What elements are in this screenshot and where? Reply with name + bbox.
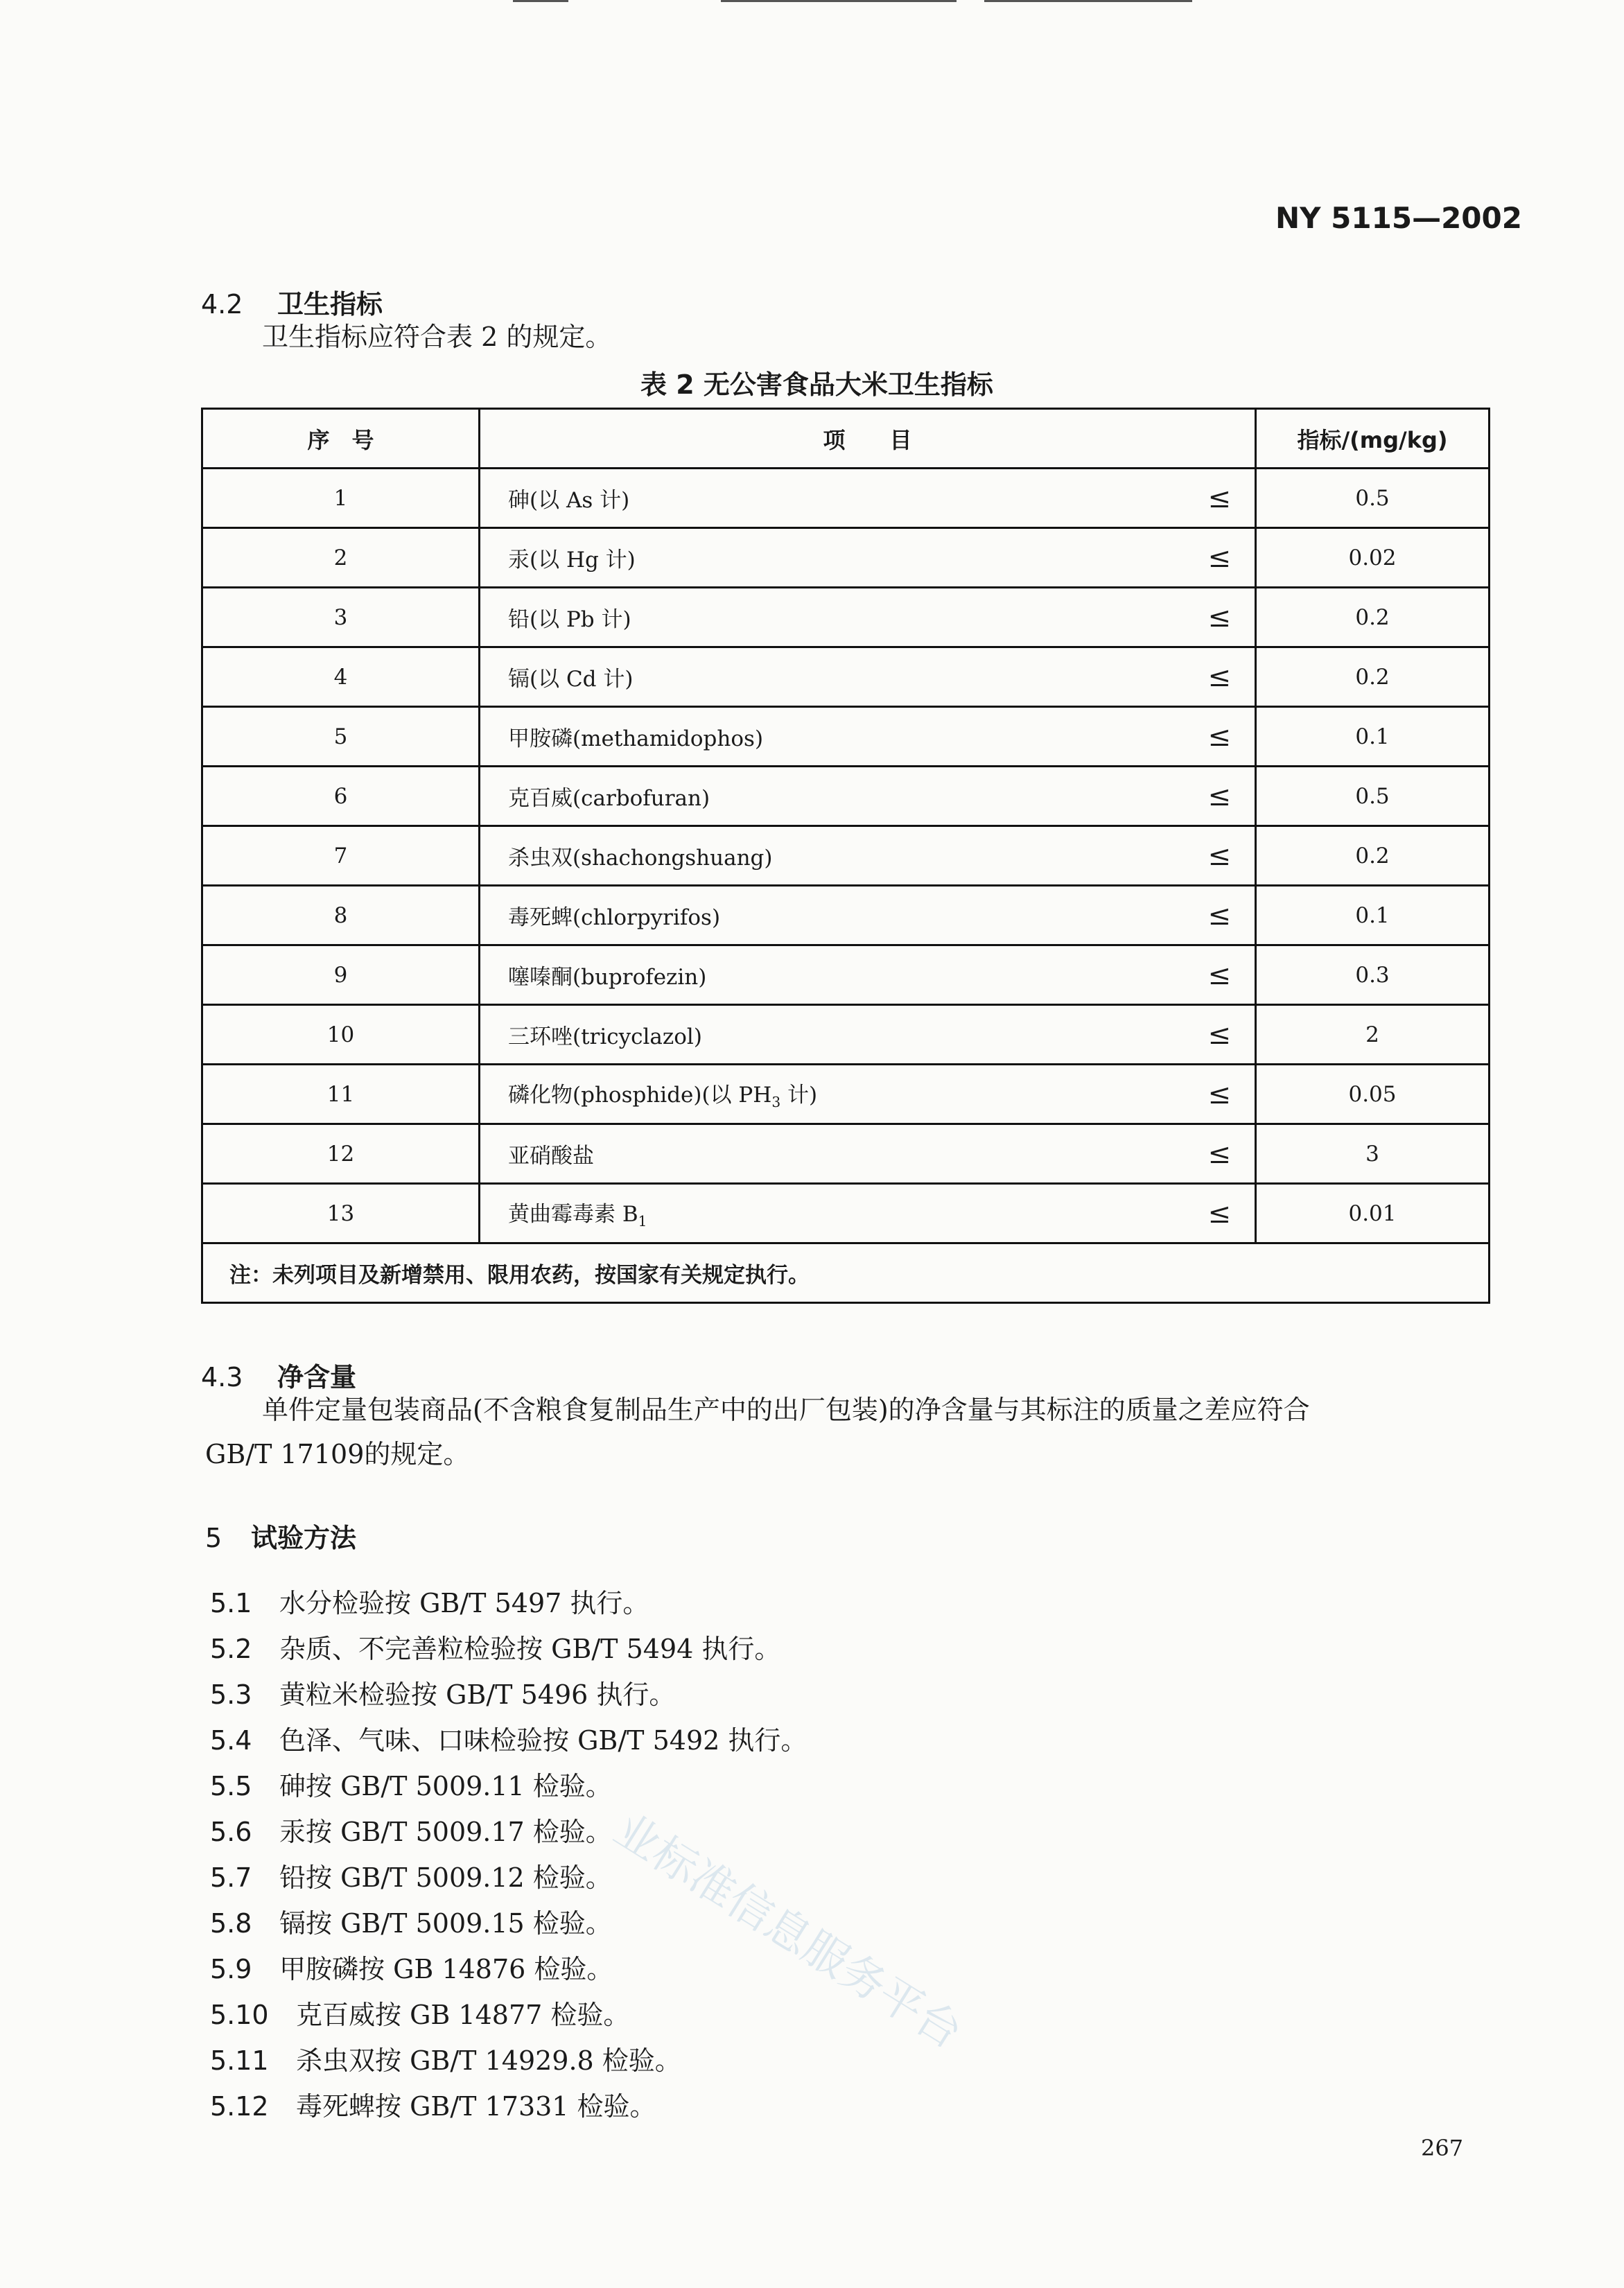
row-no: 13 <box>202 1184 480 1243</box>
row-no: 1 <box>202 469 480 528</box>
row-value: 0.1 <box>1256 707 1490 767</box>
method-number: 5.11 <box>210 2045 269 2076</box>
item-label-subscript: 3 <box>771 1094 781 1111</box>
row-no: 6 <box>202 767 480 826</box>
row-value: 0.5 <box>1256 767 1490 826</box>
item-label-main: 黄曲霉毒素 B <box>508 1202 638 1228</box>
table-row <box>202 826 1490 886</box>
section-number: 5 <box>205 1523 222 1553</box>
item-label <box>508 1202 647 1230</box>
method-text: 砷按 GB/T 5009.11 检验。 <box>279 1771 612 1801</box>
method-text: 毒死蜱按 GB/T 17331 检验。 <box>296 2091 656 2122</box>
method-item <box>210 1673 675 1711</box>
row-value: 0.01 <box>1256 1184 1490 1243</box>
row-value: 0.5 <box>1256 469 1490 528</box>
method-item <box>210 2039 681 2077</box>
le-symbol: ≤ <box>1207 541 1231 574</box>
method-number: 5.9 <box>210 1954 252 1984</box>
method-number: 5.1 <box>210 1588 252 1618</box>
method-number: 5.5 <box>210 1771 252 1801</box>
le-symbol: ≤ <box>1207 1197 1231 1230</box>
row-item <box>480 826 1256 886</box>
item-label-suffix: 计) <box>780 1083 818 1108</box>
row-value: 0.3 <box>1256 945 1490 1005</box>
le-symbol: ≤ <box>1207 601 1231 634</box>
table-row <box>202 707 1490 767</box>
item-label: 砷(以 As 计) <box>508 488 630 513</box>
section-number: 4.2 <box>201 289 243 320</box>
method-item <box>210 2085 656 2123</box>
row-item <box>480 1005 1256 1065</box>
method-item <box>210 1582 649 1620</box>
item-label: 铅(以 Pb 计) <box>508 607 631 632</box>
row-no: 9 <box>202 945 480 1005</box>
le-symbol: ≤ <box>1207 1018 1231 1051</box>
row-item <box>480 945 1256 1005</box>
method-text: 杀虫双按 GB/T 14929.8 检验。 <box>296 2045 681 2076</box>
standard-number: NY 5115—2002 <box>1275 201 1522 235</box>
table-row <box>202 886 1490 945</box>
le-symbol: ≤ <box>1207 839 1231 872</box>
row-value: 0.02 <box>1256 528 1490 588</box>
le-symbol: ≤ <box>1207 720 1231 753</box>
table-note-row <box>202 1243 1490 1303</box>
row-no: 3 <box>202 588 480 647</box>
method-text: 色泽、气味、口味检验按 GB/T 5492 执行。 <box>279 1725 807 1756</box>
section-number: 4.3 <box>201 1362 243 1392</box>
row-item <box>480 588 1256 647</box>
method-item <box>210 1902 612 1940</box>
method-number: 5.2 <box>210 1634 252 1664</box>
le-symbol: ≤ <box>1207 1078 1231 1110</box>
row-value: 0.2 <box>1256 647 1490 707</box>
section-title: 卫生指标 <box>277 289 383 320</box>
row-value: 0.05 <box>1256 1065 1490 1124</box>
watermark: 业标准信息服务平台 <box>604 1804 971 2059</box>
section-5-heading <box>205 1517 356 1555</box>
header-item: 项 目 <box>480 409 1256 469</box>
top-border-line <box>513 0 568 2</box>
row-no: 11 <box>202 1065 480 1124</box>
section-4-3-heading <box>201 1356 356 1394</box>
method-text: 水分检验按 GB/T 5497 执行。 <box>279 1588 649 1618</box>
le-symbol: ≤ <box>1207 661 1231 693</box>
table-row <box>202 1124 1490 1184</box>
table-row <box>202 528 1490 588</box>
item-label <box>508 1083 818 1111</box>
item-label: 汞(以 Hg 计) <box>508 548 636 573</box>
row-item <box>480 886 1256 945</box>
row-no: 2 <box>202 528 480 588</box>
table-header-row <box>202 409 1490 469</box>
le-symbol: ≤ <box>1207 482 1231 514</box>
page-number: 267 <box>1421 2135 1464 2161</box>
table-row <box>202 767 1490 826</box>
method-number: 5.3 <box>210 1679 252 1710</box>
row-no: 10 <box>202 1005 480 1065</box>
row-no: 8 <box>202 886 480 945</box>
row-item <box>480 469 1256 528</box>
method-number: 5.6 <box>210 1817 252 1847</box>
row-item <box>480 767 1256 826</box>
item-label: 克百威(carbofuran) <box>508 786 710 811</box>
row-value: 0.1 <box>1256 886 1490 945</box>
table-note: 注：未列项目及新增禁用、限用农药，按国家有关规定执行。 <box>202 1243 1490 1303</box>
item-label: 亚硝酸盐 <box>508 1144 594 1169</box>
item-label-main: 磷化物(phosphide)(以 PH <box>508 1083 772 1108</box>
header-no: 序 号 <box>202 409 480 469</box>
row-value: 3 <box>1256 1124 1490 1184</box>
item-label: 噻嗪酮(buprofezin) <box>508 965 707 990</box>
table-row <box>202 588 1490 647</box>
row-item <box>480 707 1256 767</box>
table-row <box>202 469 1490 528</box>
method-number: 5.10 <box>210 2000 269 2030</box>
item-label: 毒死蜱(chlorpyrifos) <box>508 905 721 930</box>
le-symbol: ≤ <box>1207 1137 1231 1170</box>
section-4-3-line2: GB/T 17109的规定。 <box>205 1439 470 1469</box>
row-item <box>480 1065 1256 1124</box>
method-text: 汞按 GB/T 5009.17 检验。 <box>279 1817 612 1847</box>
row-item <box>480 1184 1256 1243</box>
method-text: 杂质、不完善粒检验按 GB/T 5494 执行。 <box>279 1634 781 1664</box>
item-label: 杀虫双(shachongshuang) <box>508 846 773 871</box>
table-row <box>202 1005 1490 1065</box>
item-label: 镉(以 Cd 计) <box>508 667 634 692</box>
method-text: 铅按 GB/T 5009.12 检验。 <box>279 1862 612 1893</box>
table-row <box>202 1184 1490 1243</box>
method-item <box>210 1627 780 1666</box>
row-no: 4 <box>202 647 480 707</box>
method-item <box>210 1993 629 2032</box>
method-number: 5.7 <box>210 1862 252 1893</box>
row-no: 5 <box>202 707 480 767</box>
method-item <box>210 1765 612 1803</box>
row-item <box>480 1124 1256 1184</box>
method-item <box>210 1810 612 1849</box>
method-number: 5.12 <box>210 2091 269 2122</box>
section-title: 试验方法 <box>251 1523 357 1553</box>
le-symbol: ≤ <box>1207 959 1231 991</box>
row-item <box>480 647 1256 707</box>
method-number: 5.8 <box>210 1908 252 1939</box>
method-text: 镉按 GB/T 5009.15 检验。 <box>279 1908 612 1939</box>
table-caption: 表 2 无公害食品大米卫生指标 <box>640 369 993 400</box>
section-4-3-line1: 单件定量包装商品(不含粮食复制品生产中的出厂包装)的净含量与其标注的质量之差应符合 <box>262 1395 1310 1425</box>
method-text: 克百威按 GB 14877 检验。 <box>296 2000 630 2030</box>
row-item <box>480 528 1256 588</box>
top-border-line <box>984 0 1192 2</box>
row-value: 0.2 <box>1256 588 1490 647</box>
le-symbol: ≤ <box>1207 899 1231 932</box>
header-value: 指标/(mg/kg) <box>1256 409 1490 469</box>
row-value: 0.2 <box>1256 826 1490 886</box>
item-label: 三环唑(tricyclazol) <box>508 1024 702 1049</box>
section-4-2-heading <box>201 283 383 321</box>
method-item <box>210 1719 807 1757</box>
method-number: 5.4 <box>210 1725 252 1756</box>
method-text: 黄粒米检验按 GB/T 5496 执行。 <box>279 1679 676 1710</box>
top-border-line <box>721 0 957 2</box>
hygiene-index-table <box>201 408 1490 1304</box>
section-title: 净含量 <box>277 1362 357 1392</box>
section-4-2-text: 卫生指标应符合表 2 的规定。 <box>262 322 612 352</box>
item-label: 甲胺磷(methamidophos) <box>508 726 764 751</box>
method-item <box>210 1856 612 1894</box>
row-value: 2 <box>1256 1005 1490 1065</box>
row-no: 7 <box>202 826 480 886</box>
table-row <box>202 1065 1490 1124</box>
table-row <box>202 647 1490 707</box>
table-row <box>202 945 1490 1005</box>
le-symbol: ≤ <box>1207 780 1231 812</box>
method-item <box>210 1948 613 1986</box>
item-label-subscript: 1 <box>638 1213 647 1230</box>
row-no: 12 <box>202 1124 480 1184</box>
method-text: 甲胺磷按 GB 14876 检验。 <box>279 1954 613 1984</box>
